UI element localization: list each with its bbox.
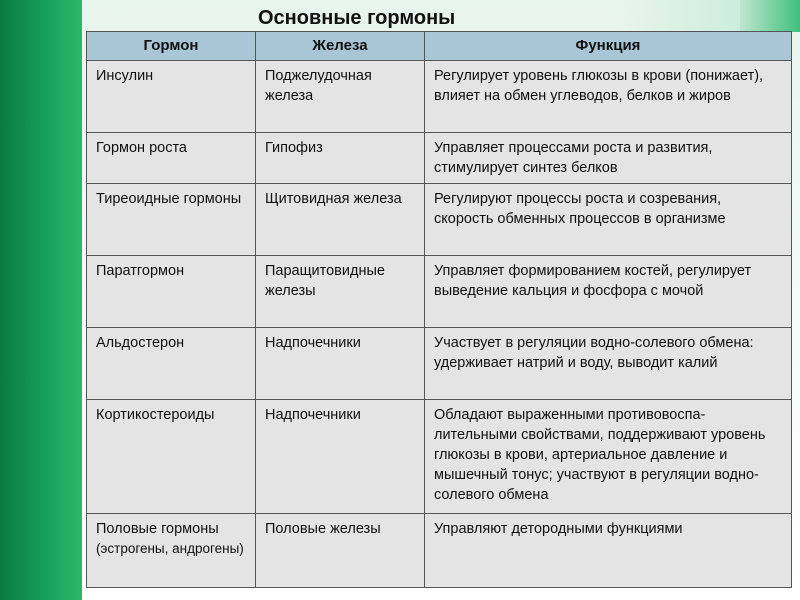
- table-row: [87, 256, 792, 328]
- table-row: [87, 61, 792, 133]
- table-header-row: [87, 32, 792, 61]
- hormone-note: (эстрогены, андрогены): [96, 541, 244, 556]
- cell-function: Регулирует уровень глюкозы в крови (понижает), влияет на обмен углеводов, белков и жиров: [425, 61, 792, 133]
- header-function: Функция: [425, 32, 792, 61]
- table-row: [87, 328, 792, 400]
- cell-hormone: Кортикостероиды: [87, 400, 256, 514]
- header-gland: Железа: [256, 32, 425, 61]
- cell-function: Обладают выраженными противовоспа-лительными свойствами, поддерживают уровень глюкозы в крови, артериальное давление и мышечный тонус; участвуют в регуляции водно-солевого обмена: [425, 400, 792, 514]
- cell-hormone: Гормон роста: [87, 133, 256, 184]
- cell-gland: Половые железы: [256, 514, 425, 588]
- cell-function: Участвует в регуляции водно-солевого обмена: удерживает натрий и воду, выводит калий: [425, 328, 792, 400]
- left-green-band: [0, 0, 82, 600]
- table-row: [87, 400, 792, 514]
- cell-gland: Надпочечники: [256, 328, 425, 400]
- table-row: [87, 184, 792, 256]
- cell-gland: Паращитовидные железы: [256, 256, 425, 328]
- cell-gland: Гипофиз: [256, 133, 425, 184]
- cell-function: Управляют детородными функциями: [425, 514, 792, 588]
- cell-hormone: Инсулин: [87, 61, 256, 133]
- slide-title: Основные гормоны: [258, 7, 456, 29]
- hormones-table: [86, 31, 792, 588]
- cell-gland: Поджелудочная железа: [256, 61, 425, 133]
- cell-gland: Надпочечники: [256, 400, 425, 514]
- cell-hormone: Паратгормон: [87, 256, 256, 328]
- cell-gland: Щитовидная железа: [256, 184, 425, 256]
- table-row: [87, 514, 792, 588]
- cell-function: Управляет формированием костей, регулирует выведение кальция и фосфора с мочой: [425, 256, 792, 328]
- hormone-name: Половые гормоны: [96, 521, 219, 537]
- top-right-accent-bar: [740, 0, 800, 32]
- header-hormone: Гормон: [87, 32, 256, 61]
- cell-hormone: [87, 514, 256, 588]
- cell-hormone: Альдостерон: [87, 328, 256, 400]
- cell-hormone: Тиреоидные гормоны: [87, 184, 256, 256]
- cell-function: Управляет процессами роста и развития, стимулирует синтез белков: [425, 133, 792, 184]
- table-row: [87, 133, 792, 184]
- cell-function: Регулируют процессы роста и созревания, скорость обменных процессов в организме: [425, 184, 792, 256]
